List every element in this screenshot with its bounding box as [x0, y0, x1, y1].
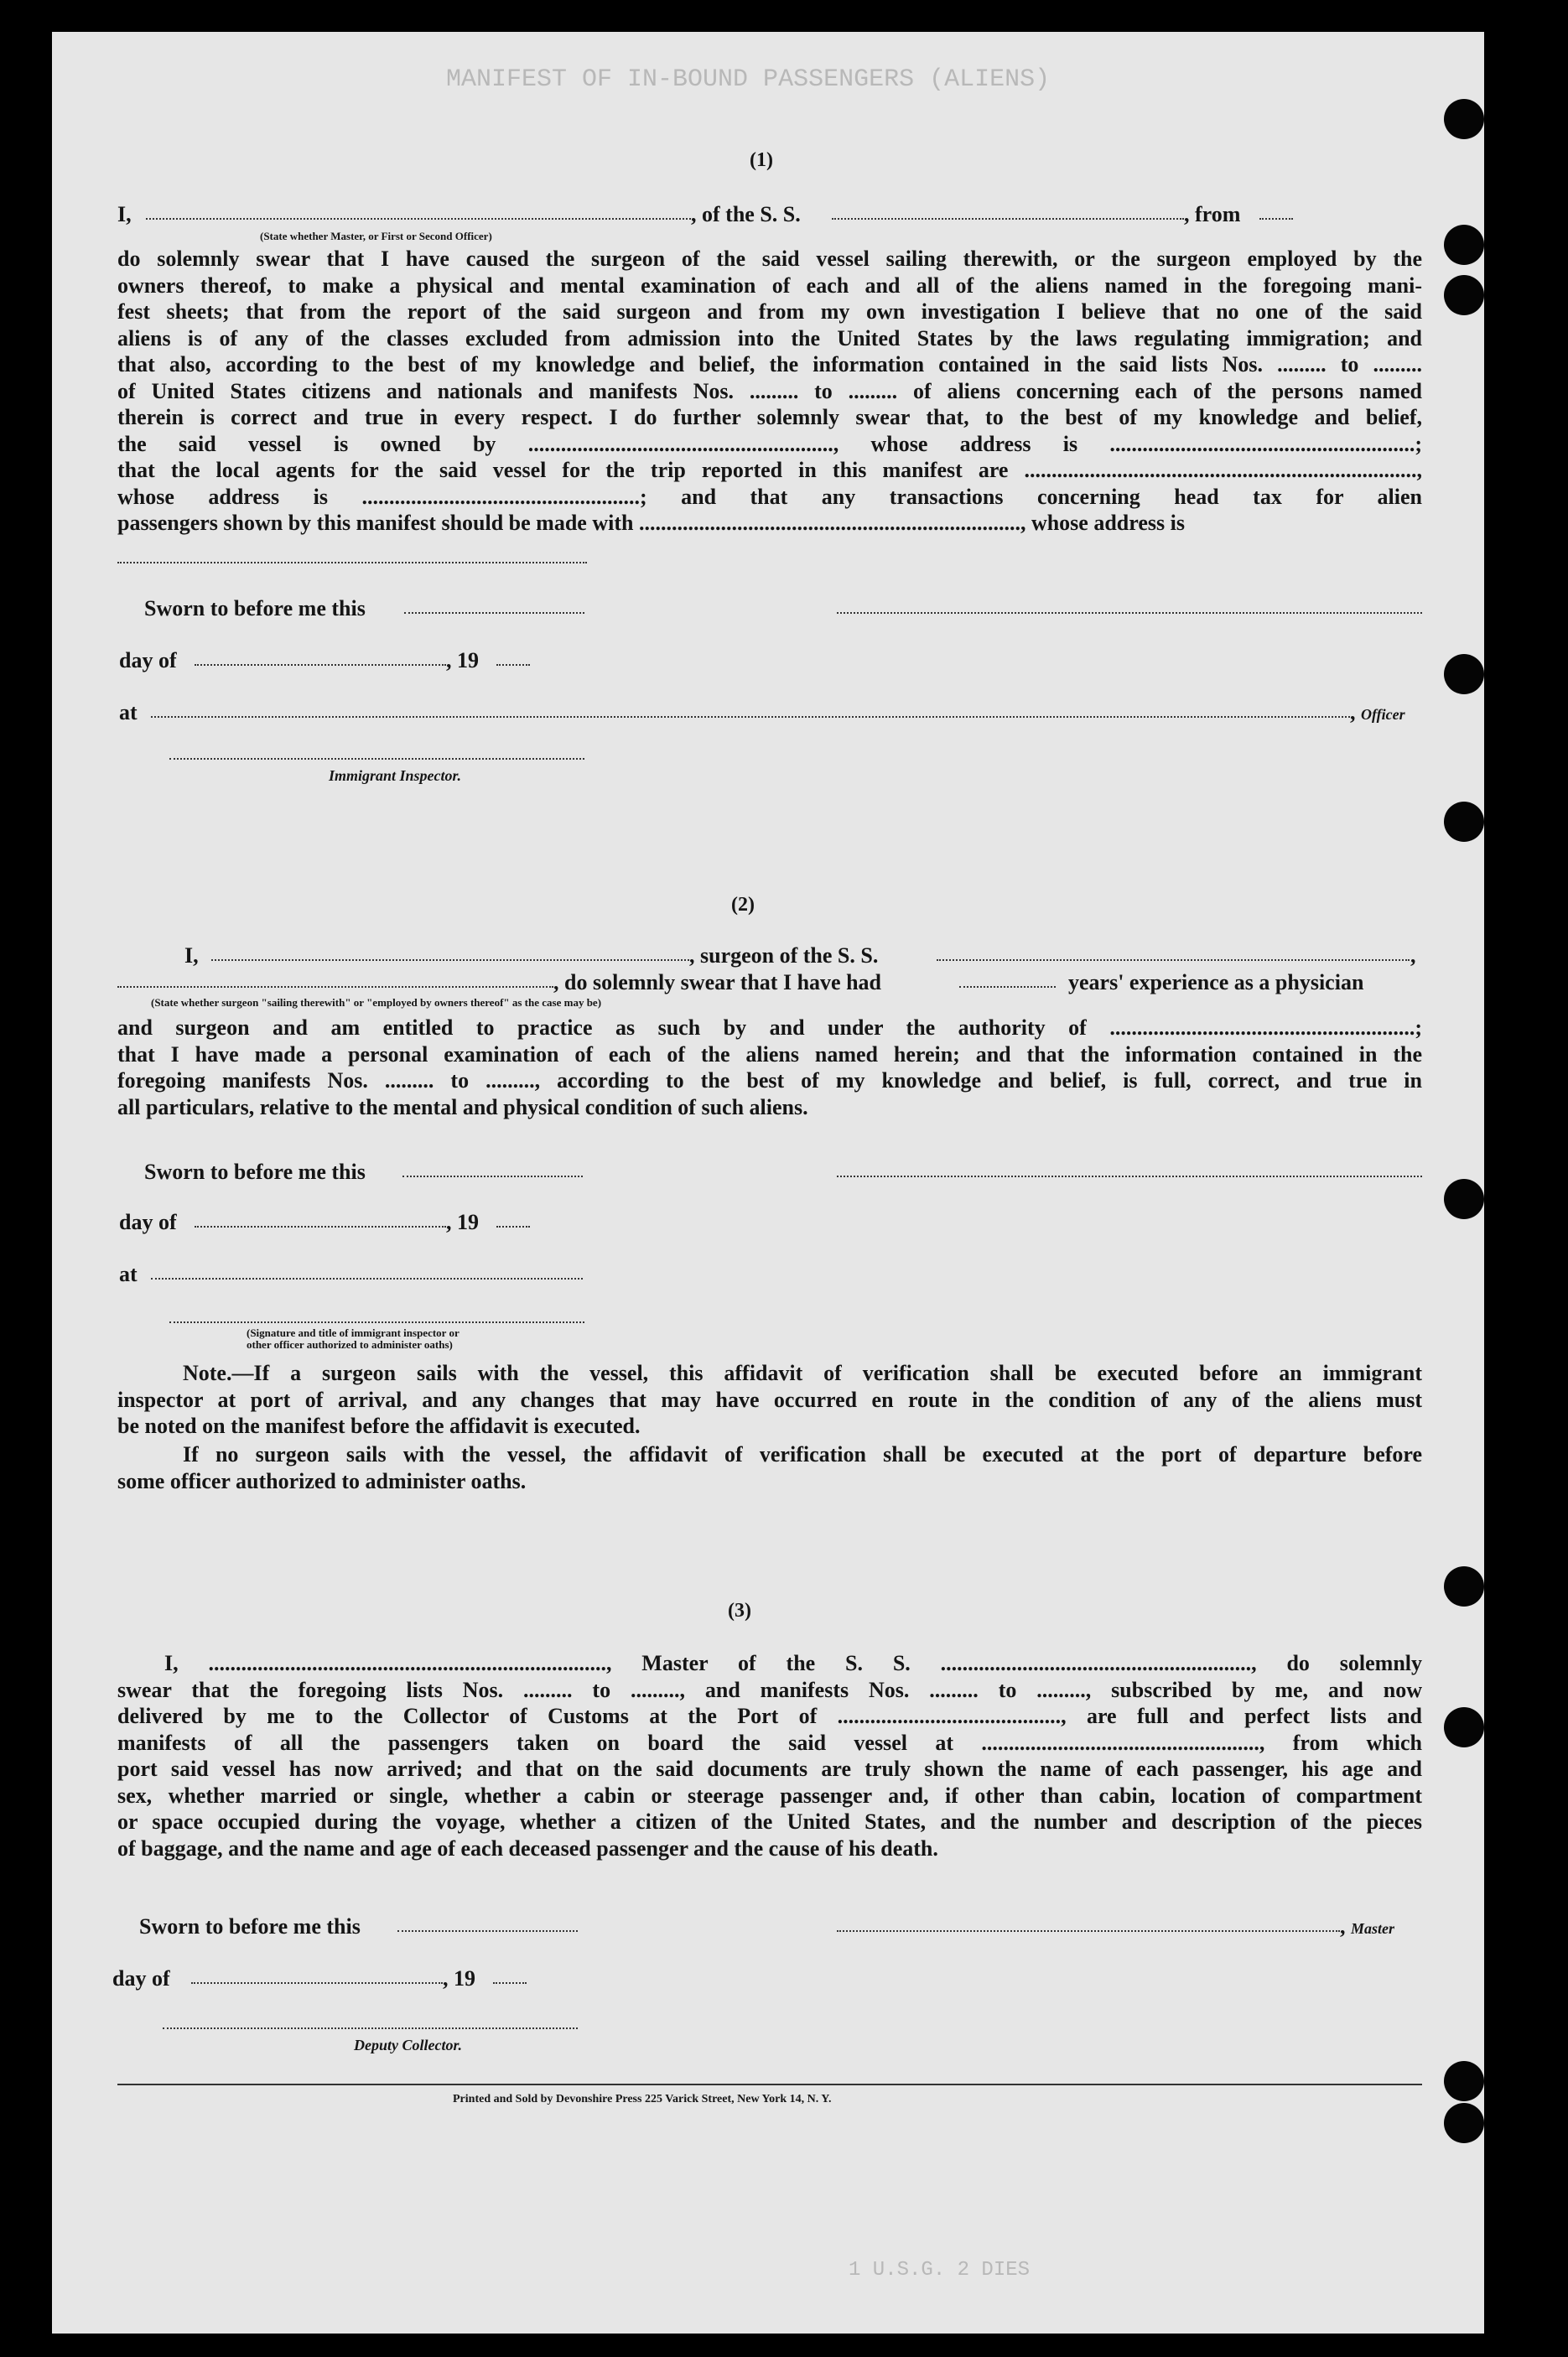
- surgeon-note: (State whether surgeon "sailing therewith" or "employed by owners thereof" as the case may be): [151, 996, 602, 1009]
- note-2-line: some officer authorized to administer oaths.: [117, 1468, 527, 1493]
- s1-paragraph: [117, 246, 1422, 537]
- section-2-heading: (2): [731, 894, 755, 916]
- s3-line: manifests of all the passengers taken on board the said vessel at ..................................................., from which: [117, 1730, 1422, 1755]
- punch-hole: [1444, 802, 1484, 842]
- s3-day-label: day of: [112, 1966, 170, 1991]
- punch-hole: [1444, 225, 1484, 265]
- s1-line: aliens is of any of the classes excluded from admission into the United States by the laws regulating immigration; and: [117, 325, 1422, 350]
- s3-line: I, ........................................................................., Master of the S. S. ........................................................., do solemnly: [164, 1651, 1422, 1675]
- punch-hole: [1444, 1707, 1484, 1747]
- s1-line: of United States citizens and nationals and manifests Nos. ......... to ......... of aliens concerning each of the persons named: [117, 378, 1422, 403]
- s2-year-label: , 19: [446, 1210, 479, 1234]
- s1-at-field[interactable]: [151, 716, 1350, 718]
- section-3-heading: (3): [728, 1600, 751, 1622]
- printer-imprint: Printed and Sold by Devonshire Press 225 Varick Street, New York 14, N. Y.: [453, 2093, 832, 2105]
- section-1-heading: (1): [750, 149, 773, 171]
- vessel-name-field[interactable]: [832, 218, 1184, 220]
- s2-surgeon-signature-field[interactable]: [837, 1176, 1422, 1177]
- s3-master-label: , Master: [1340, 1914, 1395, 1939]
- s3-line: of baggage, and the name and age of each deceased passenger and the cause of his death.: [117, 1835, 938, 1861]
- footer-rule: [117, 2084, 1422, 2085]
- s2-i-label: I,: [184, 943, 199, 968]
- bleed-through-text: MANIFEST OF IN-BOUND PASSENGERS (ALIENS): [446, 65, 1051, 94]
- s2-paragraph: [117, 1015, 1422, 1120]
- s2-year-field[interactable]: [496, 1226, 530, 1228]
- from-port-field[interactable]: [1259, 218, 1293, 220]
- officer-note: (State whether Master, or First or Second Officer): [260, 230, 492, 242]
- officer-caption: Officer: [1361, 706, 1405, 723]
- s2-swear-label: , do solemnly swear that I have had: [553, 970, 882, 994]
- s2-inspector-signature-field[interactable]: [169, 1321, 584, 1323]
- s1-year-field[interactable]: [496, 664, 530, 666]
- s2-vessel-field[interactable]: [937, 959, 1410, 961]
- s2-day-label: day of: [119, 1210, 177, 1234]
- deputy-collector-caption: Deputy Collector.: [354, 2037, 462, 2053]
- s1-line: whose address is ...................................................; and that any transactions concerning head tax for alien: [117, 484, 1422, 509]
- s1-line: owners thereof, to make a physical and mental examination of each and all of the aliens named in the foregoing mani-: [117, 273, 1422, 298]
- note-2-paragraph: [117, 1441, 1422, 1494]
- note-2-line: If no surgeon sails with the vessel, the affidavit of verification shall be executed at the port of departure before: [183, 1442, 1422, 1467]
- s3-master-signature-field[interactable]: [837, 1930, 1340, 1932]
- s1-sworn-date-field[interactable]: [404, 612, 584, 614]
- signature-note-1: (Signature and title of immigrant inspector or: [247, 1326, 459, 1339]
- s1-day-field[interactable]: [195, 664, 446, 666]
- s1-officer-signature-field[interactable]: [837, 612, 1422, 614]
- s2-day-field[interactable]: [195, 1226, 446, 1228]
- s2-sworn-label: Sworn to before me this: [144, 1160, 366, 1184]
- s1-year-label: , 19: [446, 648, 479, 672]
- master-caption: Master: [1351, 1920, 1395, 1937]
- s2-surgeon-type-field[interactable]: [117, 986, 553, 988]
- s2-at-label: at: [119, 1262, 138, 1286]
- s3-line: or space occupied during the voyage, whether a citizen of the United States, and the number and description of the pieces: [117, 1809, 1422, 1834]
- years-experience-field[interactable]: [959, 986, 1056, 988]
- s3-sworn-label: Sworn to before me this: [139, 1914, 361, 1939]
- s1-line: that also, according to the best of my knowledge and belief, the information contained in the said lists Nos. ......... to .........: [117, 352, 1422, 376]
- s2-surgeon-label: , surgeon of the S. S.: [689, 943, 879, 968]
- s1-line: fest sheets; that from the report of the said surgeon and from my own investigation I believe that no one of the said: [117, 299, 1422, 324]
- s2-at-field[interactable]: [151, 1278, 583, 1280]
- address-continuation-field[interactable]: [117, 562, 587, 563]
- s2-line: and surgeon and am entitled to practice as such by and under the authority of ........................................................;: [117, 1015, 1422, 1040]
- s1-sworn-label: Sworn to before me this: [144, 596, 366, 620]
- punch-hole: [1444, 1566, 1484, 1607]
- s1-day-label: day of: [119, 648, 177, 672]
- note-line: be noted on the manifest before the affidavit is executed.: [117, 1414, 641, 1438]
- s3-collector-signature-field[interactable]: [163, 2027, 578, 2029]
- s3-day-field[interactable]: [191, 1982, 443, 1984]
- s1-line: therein is correct and true in every respect. I do further solemnly swear that, to the best of my knowledge and belief,: [117, 405, 1422, 429]
- punch-hole: [1444, 2061, 1484, 2101]
- s1-line: the said vessel is owned by ........................................................, whose address is ........................................................;: [117, 431, 1422, 456]
- manifest-sheet: [52, 32, 1484, 2334]
- immigrant-inspector-caption: Immigrant Inspector.: [329, 767, 462, 784]
- s3-year-label: , 19: [443, 1966, 475, 1991]
- s2-line: all particulars, relative to the mental and physical condition of such aliens.: [117, 1094, 808, 1119]
- officer-name-field[interactable]: [146, 218, 691, 220]
- note-paragraph: [117, 1360, 1422, 1440]
- s3-line: sex, whether married or single, whether a cabin or steerage passenger and, if other than cabin, location of compartment: [117, 1783, 1422, 1808]
- note-line: Note.—If a surgeon sails with the vessel, this affidavit of verification shall be executed before an immigrant: [183, 1361, 1422, 1385]
- s2-line: foregoing manifests Nos. ......... to ........., according to the best of my knowledge and belief, is full, correct, and true in: [117, 1068, 1422, 1093]
- signature-note-2: other officer authorized to administer oaths): [247, 1338, 453, 1351]
- s2-experience-label: years' experience as a physician: [1068, 970, 1364, 994]
- punch-hole: [1444, 2103, 1484, 2143]
- s1-inspector-signature-field[interactable]: [169, 758, 584, 760]
- s3-line: swear that the foregoing lists Nos. ......... to ........., and manifests Nos. ......... to ........., subscribed by me, and now: [117, 1677, 1422, 1702]
- s1-line: that the local agents for the said vessel for the trip reported in this manifest are ........................................................................,: [117, 458, 1422, 482]
- punch-hole: [1444, 275, 1484, 315]
- s2-sworn-date-field[interactable]: [402, 1176, 583, 1177]
- s2-line: that I have made a personal examination of each of the aliens named herein; and that the information contained in the: [117, 1041, 1422, 1067]
- s1-from-label: , from: [1184, 202, 1241, 226]
- note-line: inspector at port of arrival, and any changes that may have occurred en route in the condition of any of the aliens must: [117, 1387, 1422, 1412]
- punch-hole: [1444, 654, 1484, 694]
- s3-line: port said vessel has now arrived; and that on the said documents are truly shown the name of each passenger, his age and: [117, 1757, 1422, 1781]
- bleed-through-text: 1 U.S.G. 2 DIES: [849, 2259, 1031, 2282]
- s3-line: delivered by me to the Collector of Customs at the Port of ........................................., are full and perfect lists and: [117, 1704, 1422, 1728]
- punch-hole: [1444, 1179, 1484, 1219]
- s1-at-label: at: [119, 700, 138, 724]
- s3-paragraph: [117, 1650, 1422, 1861]
- s3-sworn-date-field[interactable]: [397, 1930, 578, 1932]
- punch-hole: [1444, 99, 1484, 139]
- s1-line: do solemnly swear that I have caused the surgeon of the said vessel sailing therewith, or the surgeon employed by the: [117, 247, 1422, 271]
- s1-officer-label: , Officer: [1350, 700, 1405, 724]
- s3-year-field[interactable]: [493, 1982, 527, 1984]
- s1-ss-label: , of the S. S.: [691, 202, 801, 226]
- s2-comma: ,: [1410, 943, 1416, 968]
- s1-line: passengers shown by this manifest should be made with ......................................................................, whose address is: [117, 511, 1185, 535]
- surgeon-name-field[interactable]: [211, 959, 689, 961]
- s1-i-label: I,: [117, 202, 132, 226]
